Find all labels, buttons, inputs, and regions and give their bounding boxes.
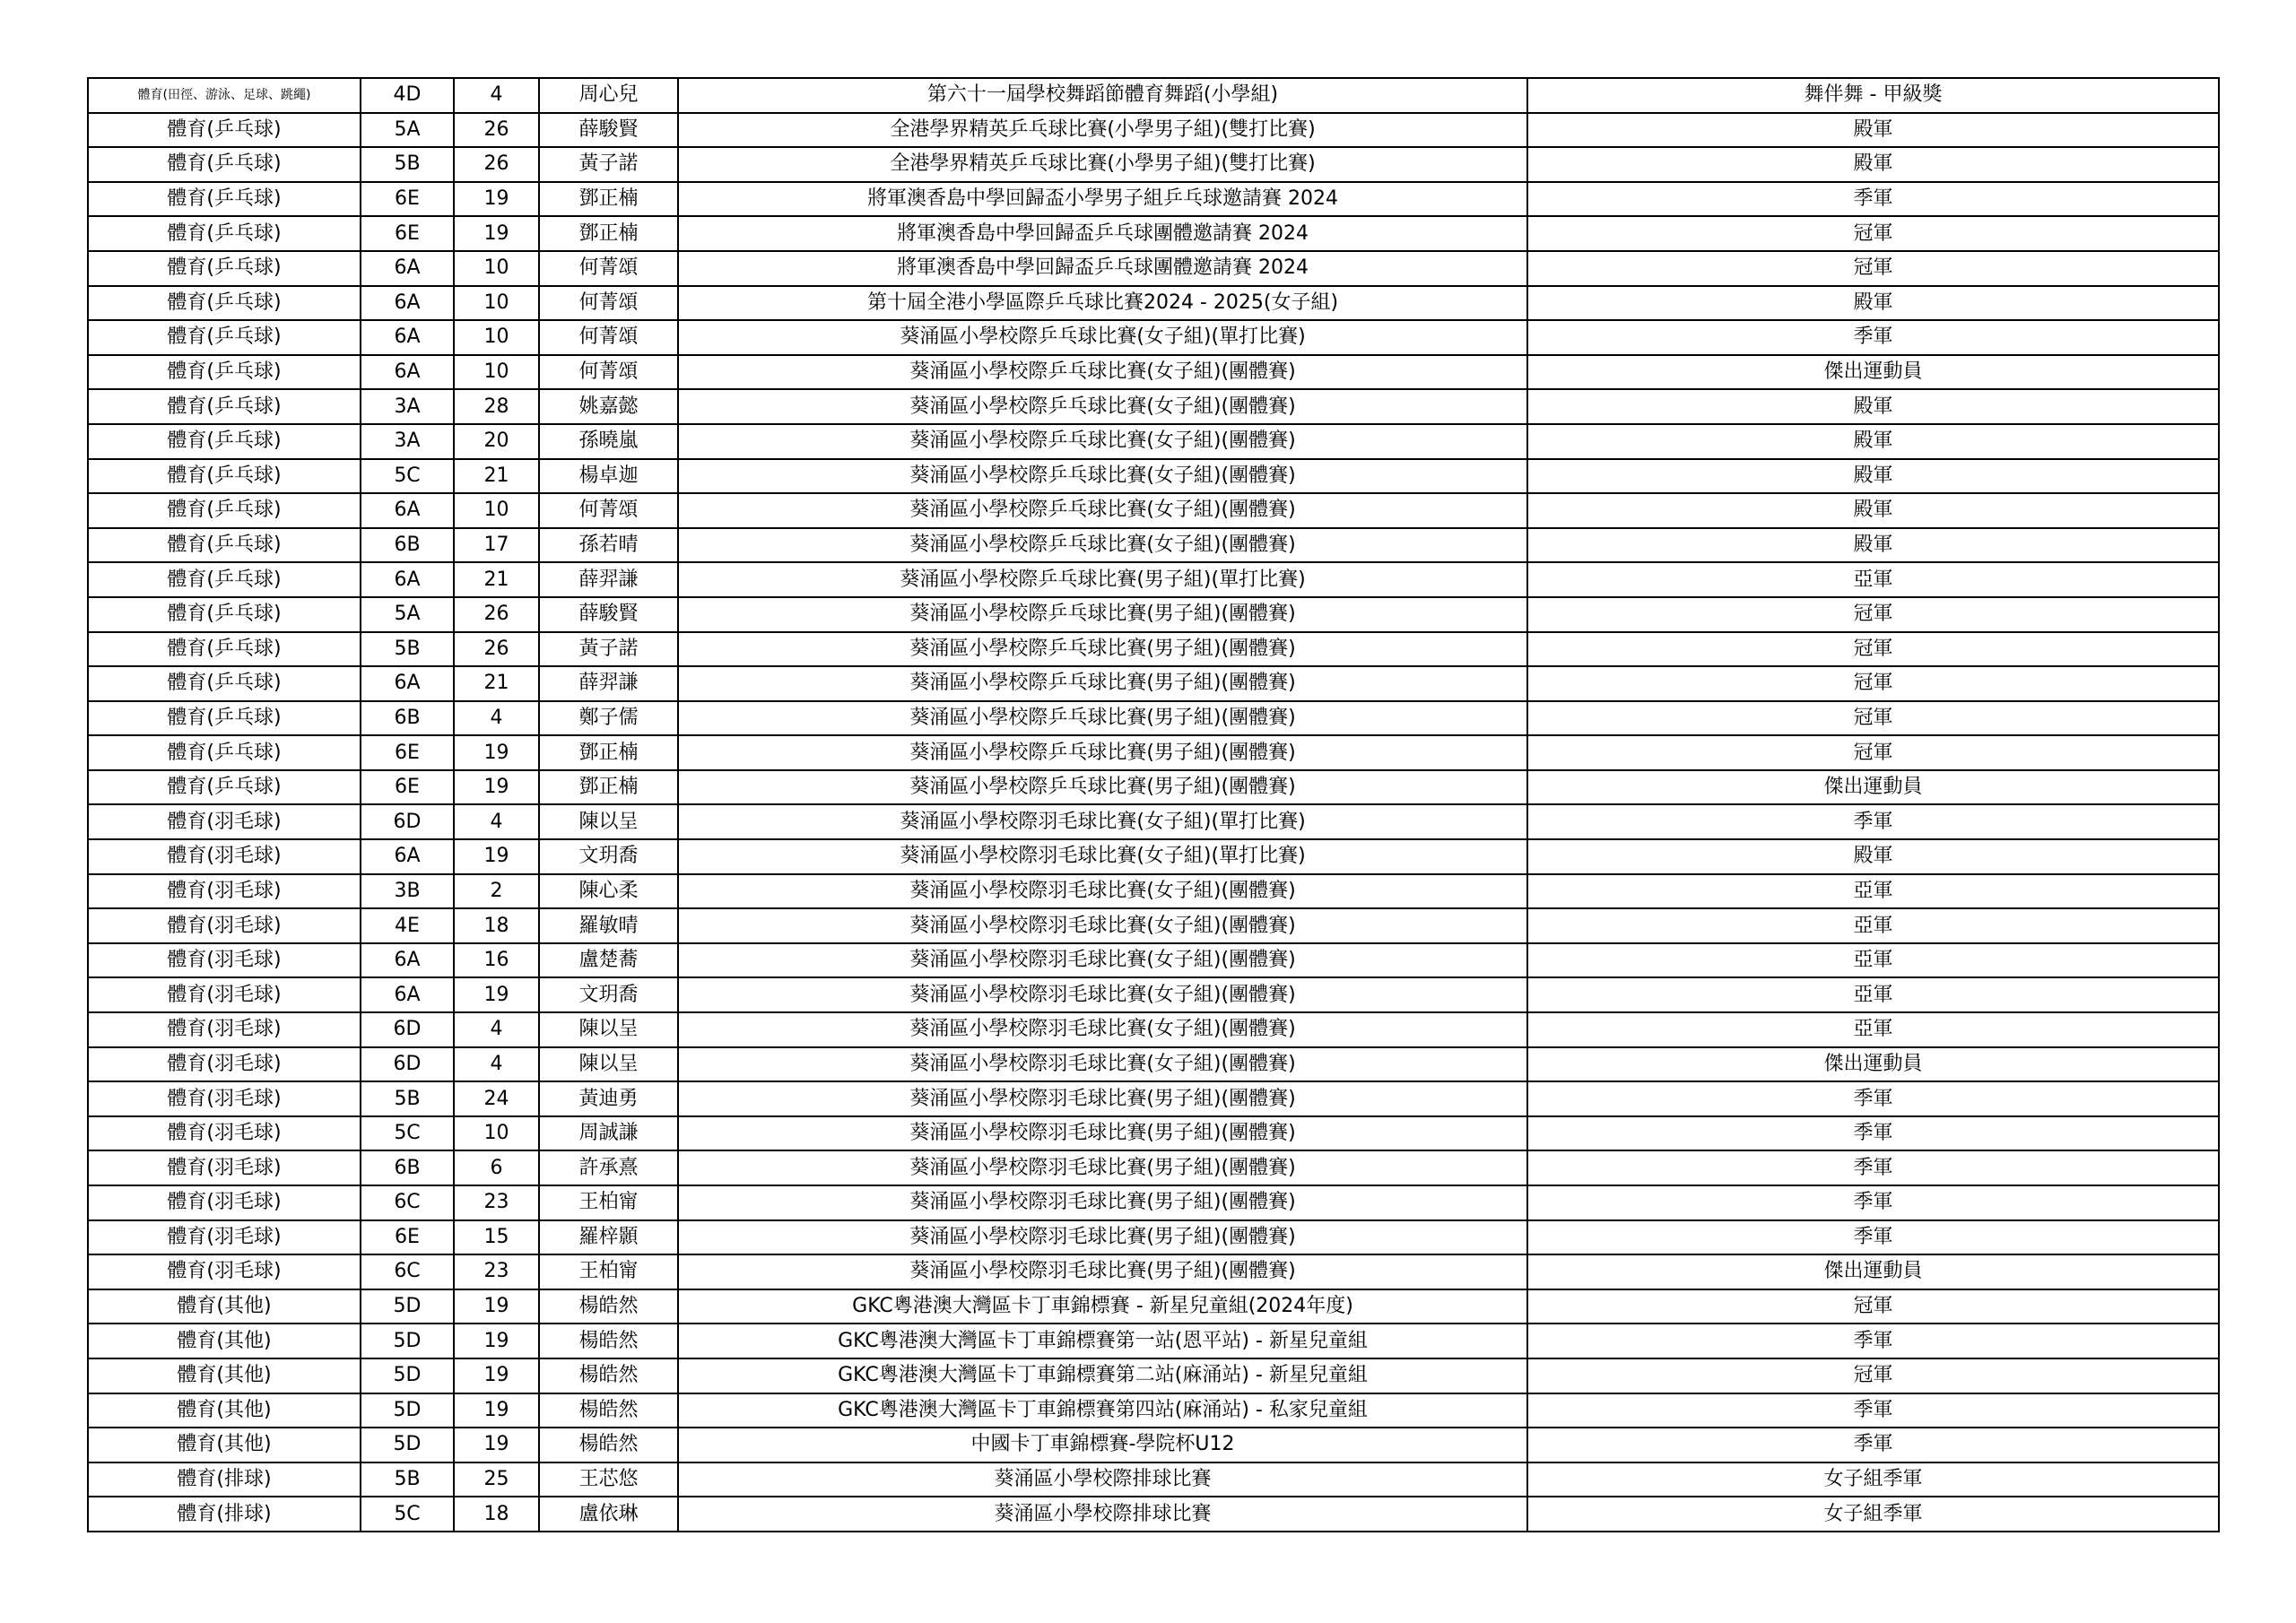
- table-row: [88, 977, 2219, 1012]
- category-cell: 體育(乒乓球): [88, 147, 361, 182]
- event-cell: 葵涌區小學校際乒乓球比賽(男子組)(團體賽): [678, 597, 1527, 632]
- category-cell: 體育(羽毛球): [88, 1254, 361, 1289]
- student-number-cell: 18: [454, 1497, 539, 1532]
- student-name-cell: 黃子諾: [539, 147, 678, 182]
- student-name-cell: 陳以呈: [539, 1047, 678, 1082]
- student-name-cell: 孫曉嵐: [539, 424, 678, 459]
- student-number-cell: 4: [454, 701, 539, 736]
- student-name-cell: 何菁頌: [539, 493, 678, 528]
- student-number-cell: 10: [454, 355, 539, 390]
- event-cell: 葵涌區小學校際排球比賽: [678, 1462, 1527, 1497]
- student-number-cell: 15: [454, 1220, 539, 1255]
- event-cell: 葵涌區小學校際羽毛球比賽(女子組)(團體賽): [678, 874, 1527, 909]
- award-cell: 季軍: [1527, 1428, 2219, 1462]
- table-row: [88, 943, 2219, 978]
- category-cell: 體育(乒乓球): [88, 424, 361, 459]
- student-number-cell: 19: [454, 770, 539, 805]
- student-name-cell: 姚嘉懿: [539, 389, 678, 424]
- student-number-cell: 6: [454, 1150, 539, 1185]
- class-cell: 6D: [361, 1047, 454, 1082]
- award-cell: 殿軍: [1527, 424, 2219, 459]
- student-name-cell: 楊皓然: [539, 1393, 678, 1428]
- event-cell: 葵涌區小學校際羽毛球比賽(男子組)(團體賽): [678, 1116, 1527, 1151]
- table-row: [88, 182, 2219, 217]
- student-number-cell: 26: [454, 147, 539, 182]
- category-cell: 體育(排球): [88, 1497, 361, 1532]
- event-cell: 全港學界精英乒乓球比賽(小學男子組)(雙打比賽): [678, 113, 1527, 148]
- event-cell: 葵涌區小學校際乒乓球比賽(女子組)(團體賽): [678, 389, 1527, 424]
- table-row: [88, 1393, 2219, 1428]
- table-row: [88, 1012, 2219, 1047]
- student-number-cell: 19: [454, 839, 539, 874]
- award-cell: 傑出運動員: [1527, 770, 2219, 805]
- student-name-cell: 王芯悠: [539, 1462, 678, 1497]
- event-cell: 葵涌區小學校際乒乓球比賽(女子組)(團體賽): [678, 493, 1527, 528]
- category-cell: 體育(羽毛球): [88, 1116, 361, 1151]
- category-cell: 體育(羽毛球): [88, 1220, 361, 1255]
- category-cell: 體育(乒乓球): [88, 113, 361, 148]
- student-name-cell: 何菁頌: [539, 251, 678, 286]
- event-cell: 葵涌區小學校際羽毛球比賽(女子組)(團體賽): [678, 1012, 1527, 1047]
- category-cell: 體育(羽毛球): [88, 874, 361, 909]
- class-cell: 6A: [361, 839, 454, 874]
- table-row: [88, 528, 2219, 563]
- award-cell: 亞軍: [1527, 1012, 2219, 1047]
- category-cell: 體育(羽毛球): [88, 1150, 361, 1185]
- class-cell: 5D: [361, 1324, 454, 1358]
- award-cell: 殿軍: [1527, 113, 2219, 148]
- table-row: [88, 1047, 2219, 1082]
- student-name-cell: 王柏甯: [539, 1185, 678, 1220]
- award-cell: 傑出運動員: [1527, 355, 2219, 390]
- student-name-cell: 周心兒: [539, 78, 678, 113]
- table-row: [88, 1428, 2219, 1462]
- student-number-cell: 19: [454, 182, 539, 217]
- student-number-cell: 25: [454, 1462, 539, 1497]
- category-cell: 體育(羽毛球): [88, 1185, 361, 1220]
- student-number-cell: 10: [454, 1116, 539, 1151]
- class-cell: 3B: [361, 874, 454, 909]
- category-cell: 體育(其他): [88, 1358, 361, 1393]
- table-row: [88, 147, 2219, 182]
- student-name-cell: 楊皓然: [539, 1428, 678, 1462]
- award-cell: 女子組季軍: [1527, 1497, 2219, 1532]
- table-row: [88, 1220, 2219, 1255]
- class-cell: 6D: [361, 1012, 454, 1047]
- award-cell: 亞軍: [1527, 562, 2219, 597]
- student-number-cell: 19: [454, 1358, 539, 1393]
- event-cell: 葵涌區小學校際乒乓球比賽(女子組)(團體賽): [678, 355, 1527, 390]
- event-cell: 葵涌區小學校際乒乓球比賽(女子組)(團體賽): [678, 459, 1527, 494]
- student-name-cell: 楊皓然: [539, 1358, 678, 1393]
- class-cell: 6A: [361, 355, 454, 390]
- category-cell: 體育(乒乓球): [88, 701, 361, 736]
- category-cell: 體育(羽毛球): [88, 1012, 361, 1047]
- student-name-cell: 文玥喬: [539, 977, 678, 1012]
- student-number-cell: 18: [454, 908, 539, 943]
- class-cell: 6A: [361, 251, 454, 286]
- student-name-cell: 羅梓顥: [539, 1220, 678, 1255]
- award-cell: 傑出運動員: [1527, 1254, 2219, 1289]
- table-row: [88, 804, 2219, 839]
- student-name-cell: 黃迪勇: [539, 1081, 678, 1116]
- class-cell: 6E: [361, 216, 454, 251]
- table-row: [88, 216, 2219, 251]
- award-cell: 季軍: [1527, 182, 2219, 217]
- class-cell: 5B: [361, 1462, 454, 1497]
- category-cell: 體育(乒乓球): [88, 320, 361, 355]
- table-row: [88, 1358, 2219, 1393]
- student-name-cell: 何菁頌: [539, 320, 678, 355]
- student-number-cell: 10: [454, 493, 539, 528]
- student-name-cell: 黃子諾: [539, 632, 678, 667]
- student-name-cell: 何菁頌: [539, 286, 678, 321]
- class-cell: 6D: [361, 804, 454, 839]
- category-cell: 體育(其他): [88, 1428, 361, 1462]
- table-row: [88, 770, 2219, 805]
- event-cell: GKC粵港澳大灣區卡丁車錦標賽第二站(麻涌站) - 新星兒童組: [678, 1358, 1527, 1393]
- class-cell: 5B: [361, 147, 454, 182]
- student-name-cell: 陳心柔: [539, 874, 678, 909]
- category-cell: 體育(乒乓球): [88, 493, 361, 528]
- student-name-cell: 周誠謙: [539, 1116, 678, 1151]
- category-cell: 體育(乒乓球): [88, 251, 361, 286]
- table-row: [88, 908, 2219, 943]
- class-cell: 3A: [361, 424, 454, 459]
- event-cell: 葵涌區小學校際羽毛球比賽(男子組)(團體賽): [678, 1150, 1527, 1185]
- table-row: [88, 355, 2219, 390]
- class-cell: 5A: [361, 113, 454, 148]
- award-cell: 殿軍: [1527, 528, 2219, 563]
- student-number-cell: 21: [454, 562, 539, 597]
- class-cell: 6A: [361, 286, 454, 321]
- event-cell: 葵涌區小學校際羽毛球比賽(男子組)(團體賽): [678, 1254, 1527, 1289]
- student-name-cell: 盧依琳: [539, 1497, 678, 1532]
- table-row: [88, 632, 2219, 667]
- event-cell: 將軍澳香島中學回歸盃乒乓球團體邀請賽 2024: [678, 216, 1527, 251]
- class-cell: 6E: [361, 770, 454, 805]
- table-row: [88, 1081, 2219, 1116]
- award-cell: 季軍: [1527, 1324, 2219, 1358]
- student-name-cell: 何菁頌: [539, 355, 678, 390]
- class-cell: 5C: [361, 459, 454, 494]
- student-number-cell: 20: [454, 424, 539, 459]
- category-cell: 體育(乒乓球): [88, 666, 361, 701]
- class-cell: 6E: [361, 735, 454, 770]
- table-row: [88, 251, 2219, 286]
- award-cell: 舞伴舞 - 甲級獎: [1527, 78, 2219, 113]
- event-cell: 葵涌區小學校際乒乓球比賽(男子組)(團體賽): [678, 770, 1527, 805]
- student-number-cell: 19: [454, 1324, 539, 1358]
- award-cell: 殿軍: [1527, 389, 2219, 424]
- student-number-cell: 28: [454, 389, 539, 424]
- table-row: [88, 1185, 2219, 1220]
- student-name-cell: 王柏甯: [539, 1254, 678, 1289]
- award-cell: 冠軍: [1527, 216, 2219, 251]
- student-number-cell: 19: [454, 1428, 539, 1462]
- award-cell: 冠軍: [1527, 597, 2219, 632]
- student-name-cell: 陳以呈: [539, 1012, 678, 1047]
- class-cell: 6B: [361, 1150, 454, 1185]
- category-cell: 體育(其他): [88, 1324, 361, 1358]
- student-number-cell: 26: [454, 597, 539, 632]
- event-cell: 葵涌區小學校際羽毛球比賽(女子組)(團體賽): [678, 943, 1527, 978]
- student-name-cell: 羅敏晴: [539, 908, 678, 943]
- category-cell: 體育(羽毛球): [88, 1081, 361, 1116]
- table-row: [88, 1116, 2219, 1151]
- event-cell: 將軍澳香島中學回歸盃小學男子組乒乓球邀請賽 2024: [678, 182, 1527, 217]
- award-cell: 殿軍: [1527, 147, 2219, 182]
- class-cell: 5A: [361, 597, 454, 632]
- event-cell: 葵涌區小學校際羽毛球比賽(男子組)(團體賽): [678, 1185, 1527, 1220]
- table-row: [88, 459, 2219, 494]
- class-cell: 3A: [361, 389, 454, 424]
- event-cell: 第十屆全港小學區際乒乓球比賽2024 - 2025(女子組): [678, 286, 1527, 321]
- student-number-cell: 24: [454, 1081, 539, 1116]
- class-cell: 6E: [361, 182, 454, 217]
- table-row: [88, 389, 2219, 424]
- category-cell: 體育(乒乓球): [88, 389, 361, 424]
- event-cell: GKC粵港澳大灣區卡丁車錦標賽第四站(麻涌站) - 私家兒童組: [678, 1393, 1527, 1428]
- student-number-cell: 4: [454, 804, 539, 839]
- category-cell: 體育(乒乓球): [88, 597, 361, 632]
- table-row: [88, 1324, 2219, 1358]
- category-cell: 體育(羽毛球): [88, 839, 361, 874]
- student-number-cell: 4: [454, 1047, 539, 1082]
- category-cell: 體育(乒乓球): [88, 528, 361, 563]
- student-name-cell: 鄧正楠: [539, 182, 678, 217]
- class-cell: 5D: [361, 1393, 454, 1428]
- table-row: [88, 735, 2219, 770]
- student-number-cell: 16: [454, 943, 539, 978]
- award-cell: 冠軍: [1527, 1289, 2219, 1324]
- student-number-cell: 19: [454, 735, 539, 770]
- student-name-cell: 薛羿謙: [539, 666, 678, 701]
- award-cell: 殿軍: [1527, 286, 2219, 321]
- award-cell: 亞軍: [1527, 977, 2219, 1012]
- award-cell: 季軍: [1527, 1220, 2219, 1255]
- student-number-cell: 19: [454, 977, 539, 1012]
- student-number-cell: 26: [454, 113, 539, 148]
- table-row: [88, 113, 2219, 148]
- event-cell: 葵涌區小學校際乒乓球比賽(男子組)(單打比賽): [678, 562, 1527, 597]
- category-cell: 體育(乒乓球): [88, 562, 361, 597]
- class-cell: 6A: [361, 320, 454, 355]
- table-row: [88, 286, 2219, 321]
- student-name-cell: 鄭子儒: [539, 701, 678, 736]
- class-cell: 4E: [361, 908, 454, 943]
- award-cell: 殿軍: [1527, 839, 2219, 874]
- event-cell: 葵涌區小學校際乒乓球比賽(男子組)(團體賽): [678, 701, 1527, 736]
- category-cell: 體育(乒乓球): [88, 770, 361, 805]
- event-cell: 葵涌區小學校際羽毛球比賽(男子組)(團體賽): [678, 1220, 1527, 1255]
- event-cell: 葵涌區小學校際羽毛球比賽(男子組)(團體賽): [678, 1081, 1527, 1116]
- student-number-cell: 19: [454, 1393, 539, 1428]
- class-cell: 6A: [361, 943, 454, 978]
- class-cell: 6C: [361, 1254, 454, 1289]
- award-cell: 殿軍: [1527, 459, 2219, 494]
- event-cell: 葵涌區小學校際羽毛球比賽(女子組)(單打比賽): [678, 804, 1527, 839]
- category-cell: 體育(乒乓球): [88, 216, 361, 251]
- category-cell: 體育(羽毛球): [88, 908, 361, 943]
- event-cell: 葵涌區小學校際乒乓球比賽(男子組)(團體賽): [678, 666, 1527, 701]
- table-row: [88, 320, 2219, 355]
- award-cell: 殿軍: [1527, 493, 2219, 528]
- award-cell: 季軍: [1527, 1116, 2219, 1151]
- student-number-cell: 10: [454, 251, 539, 286]
- student-name-cell: 許承熹: [539, 1150, 678, 1185]
- student-number-cell: 21: [454, 459, 539, 494]
- category-cell: 體育(乒乓球): [88, 632, 361, 667]
- table-row: [88, 1150, 2219, 1185]
- class-cell: 6B: [361, 701, 454, 736]
- class-cell: 5D: [361, 1358, 454, 1393]
- student-number-cell: 10: [454, 320, 539, 355]
- student-number-cell: 23: [454, 1185, 539, 1220]
- event-cell: 葵涌區小學校際乒乓球比賽(女子組)(團體賽): [678, 424, 1527, 459]
- class-cell: 5D: [361, 1428, 454, 1462]
- category-cell: 體育(田徑、游泳、足球、跳繩): [88, 78, 361, 113]
- student-name-cell: 鄧正楠: [539, 770, 678, 805]
- class-cell: 6A: [361, 562, 454, 597]
- table-row: [88, 597, 2219, 632]
- class-cell: 5B: [361, 1081, 454, 1116]
- award-cell: 亞軍: [1527, 874, 2219, 909]
- student-name-cell: 盧楚蕎: [539, 943, 678, 978]
- award-cell: 季軍: [1527, 804, 2219, 839]
- category-cell: 體育(羽毛球): [88, 1047, 361, 1082]
- student-number-cell: 19: [454, 216, 539, 251]
- awards-table-body: [88, 78, 2219, 1532]
- class-cell: 5B: [361, 632, 454, 667]
- award-cell: 冠軍: [1527, 735, 2219, 770]
- category-cell: 體育(其他): [88, 1393, 361, 1428]
- table-row: [88, 666, 2219, 701]
- award-cell: 季軍: [1527, 1185, 2219, 1220]
- event-cell: 葵涌區小學校際羽毛球比賽(女子組)(單打比賽): [678, 839, 1527, 874]
- event-cell: 第六十一屆學校舞蹈節體育舞蹈(小學組): [678, 78, 1527, 113]
- category-cell: 體育(排球): [88, 1462, 361, 1497]
- award-cell: 季軍: [1527, 1150, 2219, 1185]
- category-cell: 體育(乒乓球): [88, 286, 361, 321]
- event-cell: 中國卡丁車錦標賽-學院杯U12: [678, 1428, 1527, 1462]
- category-cell: 體育(乒乓球): [88, 735, 361, 770]
- event-cell: 全港學界精英乒乓球比賽(小學男子組)(雙打比賽): [678, 147, 1527, 182]
- table-row: [88, 493, 2219, 528]
- category-cell: 體育(乒乓球): [88, 459, 361, 494]
- class-cell: 6A: [361, 977, 454, 1012]
- table-row: [88, 839, 2219, 874]
- student-name-cell: 陳以呈: [539, 804, 678, 839]
- student-number-cell: 4: [454, 1012, 539, 1047]
- table-row: [88, 874, 2219, 909]
- event-cell: 葵涌區小學校際羽毛球比賽(女子組)(團體賽): [678, 1047, 1527, 1082]
- student-number-cell: 26: [454, 632, 539, 667]
- student-name-cell: 楊皓然: [539, 1324, 678, 1358]
- award-cell: 季軍: [1527, 1081, 2219, 1116]
- category-cell: 體育(乒乓球): [88, 182, 361, 217]
- award-cell: 冠軍: [1527, 251, 2219, 286]
- category-cell: 體育(羽毛球): [88, 977, 361, 1012]
- award-cell: 女子組季軍: [1527, 1462, 2219, 1497]
- student-name-cell: 薛駿賢: [539, 597, 678, 632]
- class-cell: 5C: [361, 1497, 454, 1532]
- table-row: [88, 701, 2219, 736]
- class-cell: 6E: [361, 1220, 454, 1255]
- event-cell: 葵涌區小學校際乒乓球比賽(女子組)(單打比賽): [678, 320, 1527, 355]
- event-cell: 葵涌區小學校際乒乓球比賽(女子組)(團體賽): [678, 528, 1527, 563]
- table-row: [88, 424, 2219, 459]
- award-cell: 冠軍: [1527, 701, 2219, 736]
- award-cell: 亞軍: [1527, 943, 2219, 978]
- category-cell: 體育(乒乓球): [88, 355, 361, 390]
- award-cell: 傑出運動員: [1527, 1047, 2219, 1082]
- event-cell: 葵涌區小學校際乒乓球比賽(男子組)(團體賽): [678, 632, 1527, 667]
- class-cell: 6A: [361, 666, 454, 701]
- event-cell: 葵涌區小學校際排球比賽: [678, 1497, 1527, 1532]
- event-cell: 葵涌區小學校際羽毛球比賽(女子組)(團體賽): [678, 908, 1527, 943]
- student-number-cell: 17: [454, 528, 539, 563]
- student-number-cell: 23: [454, 1254, 539, 1289]
- class-cell: 6A: [361, 493, 454, 528]
- awards-table: [87, 77, 2220, 1532]
- award-cell: 亞軍: [1527, 908, 2219, 943]
- category-cell: 體育(羽毛球): [88, 804, 361, 839]
- event-cell: GKC粵港澳大灣區卡丁車錦標賽 - 新星兒童組(2024年度): [678, 1289, 1527, 1324]
- student-number-cell: 10: [454, 286, 539, 321]
- table-row: [88, 1497, 2219, 1532]
- student-name-cell: 薛羿謙: [539, 562, 678, 597]
- student-name-cell: 鄧正楠: [539, 735, 678, 770]
- award-cell: 季軍: [1527, 320, 2219, 355]
- event-cell: 葵涌區小學校際乒乓球比賽(男子組)(團體賽): [678, 735, 1527, 770]
- award-cell: 冠軍: [1527, 666, 2219, 701]
- class-cell: 5C: [361, 1116, 454, 1151]
- category-cell: 體育(其他): [88, 1289, 361, 1324]
- award-cell: 冠軍: [1527, 1358, 2219, 1393]
- table-row: [88, 1289, 2219, 1324]
- student-number-cell: 4: [454, 78, 539, 113]
- student-number-cell: 2: [454, 874, 539, 909]
- student-name-cell: 文玥喬: [539, 839, 678, 874]
- class-cell: 5D: [361, 1289, 454, 1324]
- student-number-cell: 19: [454, 1289, 539, 1324]
- award-cell: 季軍: [1527, 1393, 2219, 1428]
- event-cell: 葵涌區小學校際羽毛球比賽(女子組)(團體賽): [678, 977, 1527, 1012]
- student-number-cell: 21: [454, 666, 539, 701]
- class-cell: 4D: [361, 78, 454, 113]
- event-cell: 將軍澳香島中學回歸盃乒乓球團體邀請賽 2024: [678, 251, 1527, 286]
- category-cell: 體育(羽毛球): [88, 943, 361, 978]
- student-name-cell: 楊皓然: [539, 1289, 678, 1324]
- class-cell: 6C: [361, 1185, 454, 1220]
- student-name-cell: 孫若晴: [539, 528, 678, 563]
- table-row: [88, 1254, 2219, 1289]
- table-row: [88, 78, 2219, 113]
- award-cell: 冠軍: [1527, 632, 2219, 667]
- student-name-cell: 薛駿賢: [539, 113, 678, 148]
- student-name-cell: 鄧正楠: [539, 216, 678, 251]
- event-cell: GKC粵港澳大灣區卡丁車錦標賽第一站(恩平站) - 新星兒童組: [678, 1324, 1527, 1358]
- table-row: [88, 562, 2219, 597]
- student-name-cell: 楊卓迦: [539, 459, 678, 494]
- class-cell: 6B: [361, 528, 454, 563]
- table-row: [88, 1462, 2219, 1497]
